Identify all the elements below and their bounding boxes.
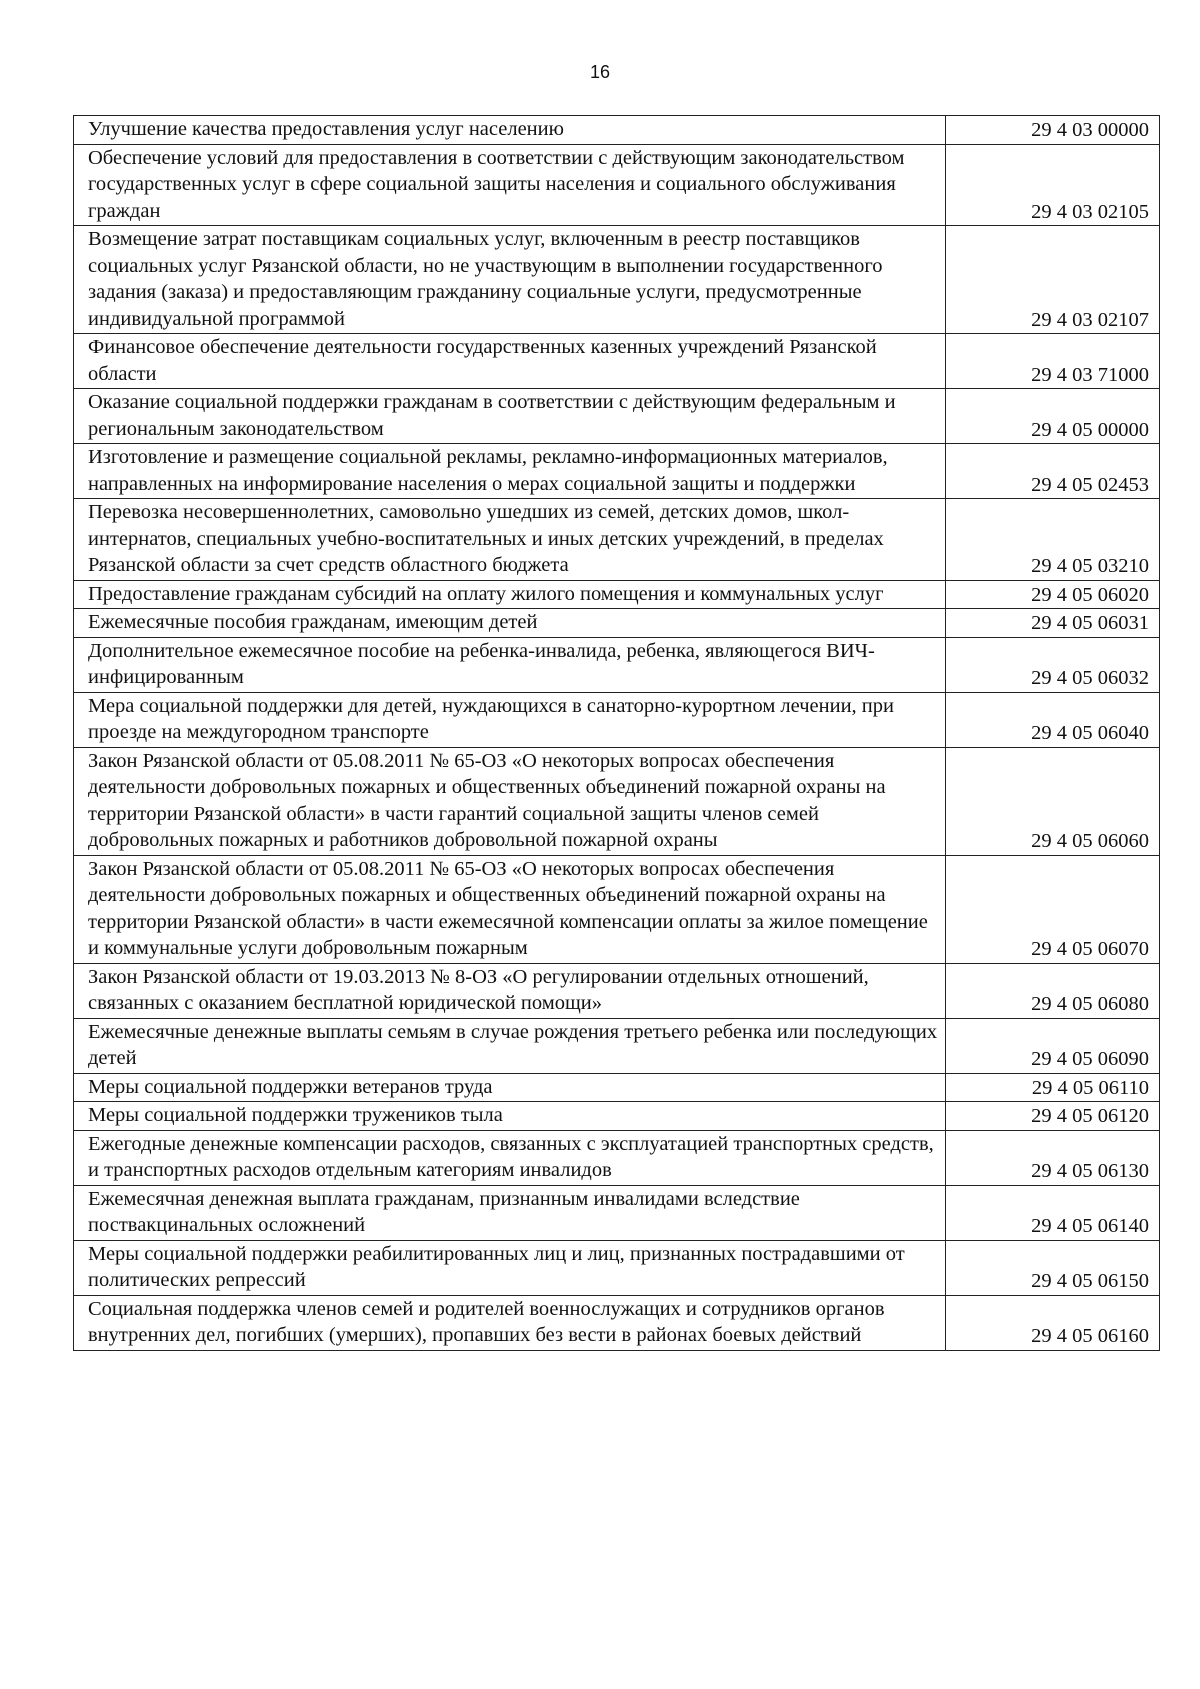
row-name: Меры социальной поддержки ветеранов труда: [74, 1073, 946, 1102]
row-name: Ежемесячные денежные выплаты семьям в случае рождения третьего ребенка или последующих детей: [74, 1018, 946, 1073]
table-row: [74, 580, 1160, 609]
row-name: Финансовое обеспечение деятельности государственных казенных учреждений Рязанской области: [74, 334, 946, 389]
row-name: Закон Рязанской области от 05.08.2011 № 65-ОЗ «О некоторых вопросах обеспечения деятельности добровольных пожарных и общественных объединений пожарной охраны на территории Рязанской области» в части ежемесячной компенсации оплаты за жилое помещение и коммунальные услуги добровольным пожарным: [74, 855, 946, 963]
row-name: Дополнительное ежемесячное пособие на ребенка-инвалида, ребенка, являющегося ВИЧ-инфицированным: [74, 637, 946, 692]
table-row: [74, 116, 1160, 145]
table-row: [74, 144, 1160, 226]
row-code: 29 4 05 06120: [946, 1102, 1160, 1131]
row-code: 29 4 05 06150: [946, 1240, 1160, 1295]
budget-codes-table: [73, 115, 1160, 1351]
table-row: [74, 747, 1160, 855]
table-row: [74, 444, 1160, 499]
table-row: [74, 1185, 1160, 1240]
table-row: [74, 963, 1160, 1018]
row-code: 29 4 05 06060: [946, 747, 1160, 855]
row-code: 29 4 03 02105: [946, 144, 1160, 226]
table-row: [74, 1073, 1160, 1102]
table-row: [74, 389, 1160, 444]
row-name: Оказание социальной поддержки гражданам в соответствии с действующим федеральным и региональным законодательством: [74, 389, 946, 444]
row-name: Изготовление и размещение социальной рекламы, рекламно-информационных материалов, направленных на информирование населения о мерах социальной защиты и поддержки: [74, 444, 946, 499]
row-code: 29 4 05 00000: [946, 389, 1160, 444]
row-name: Обеспечение условий для предоставления в соответствии с действующим законодательством государственных услуг в сфере социальной защиты населения и социального обслуживания граждан: [74, 144, 946, 226]
table-row: [74, 1295, 1160, 1350]
row-name: Перевозка несовершеннолетних, самовольно ушедших из семей, детских домов, школ-интернатов, специальных учебно-воспитательных и иных детских учреждений, в пределах Рязанской области за счет средств областного бюджета: [74, 499, 946, 581]
table-row: [74, 692, 1160, 747]
row-code: 29 4 05 03210: [946, 499, 1160, 581]
row-code: 29 4 05 06130: [946, 1130, 1160, 1185]
row-name: Социальная поддержка членов семей и родителей военнослужащих и сотрудников органов внутренних дел, погибших (умерших), пропавших без вести в районах боевых действий: [74, 1295, 946, 1350]
row-code: 29 4 05 06110: [946, 1073, 1160, 1102]
row-name: Ежегодные денежные компенсации расходов, связанных с эксплуатацией транспортных средств, и транспортных расходов отдельным категориям инвалидов: [74, 1130, 946, 1185]
row-name: Возмещение затрат поставщикам социальных услуг, включенным в реестр поставщиков социальных услуг Рязанской области, но не участвующим в выполнении государственного задания (заказа) и предоставляющим гражданину социальные услуги, предусмотренные индивидуальной программой: [74, 226, 946, 334]
row-code: 29 4 05 06031: [946, 609, 1160, 638]
row-code: 29 4 05 06090: [946, 1018, 1160, 1073]
row-name: Закон Рязанской области от 19.03.2013 № 8-ОЗ «О регулировании отдельных отношений, связанных с оказанием бесплатной юридической помощи»: [74, 963, 946, 1018]
table-row: [74, 855, 1160, 963]
table-row: [74, 609, 1160, 638]
table-row: [74, 226, 1160, 334]
table-row: [74, 1018, 1160, 1073]
table-row: [74, 1102, 1160, 1131]
table-row: [74, 334, 1160, 389]
row-code: 29 4 03 02107: [946, 226, 1160, 334]
row-code: 29 4 05 02453: [946, 444, 1160, 499]
table-row: [74, 1240, 1160, 1295]
row-code: 29 4 05 06020: [946, 580, 1160, 609]
row-code: 29 4 05 06032: [946, 637, 1160, 692]
row-code: 29 4 03 71000: [946, 334, 1160, 389]
row-name: Закон Рязанской области от 05.08.2011 № 65-ОЗ «О некоторых вопросах обеспечения деятельности добровольных пожарных и общественных объединений пожарной охраны на территории Рязанской области» в части гарантий социальной защиты членов семей добровольных пожарных и работников добровольной пожарной охраны: [74, 747, 946, 855]
table-body: [74, 116, 1160, 1351]
row-code: 29 4 05 06080: [946, 963, 1160, 1018]
row-name: Меры социальной поддержки тружеников тыла: [74, 1102, 946, 1131]
row-code: 29 4 03 00000: [946, 116, 1160, 145]
row-name: Ежемесячные пособия гражданам, имеющим детей: [74, 609, 946, 638]
row-name: Ежемесячная денежная выплата гражданам, признанным инвалидами вследствие поствакцинальных осложнений: [74, 1185, 946, 1240]
table-row: [74, 1130, 1160, 1185]
page-number: 16: [589, 62, 611, 82]
row-code: 29 4 05 06160: [946, 1295, 1160, 1350]
row-name: Улучшение качества предоставления услуг населению: [74, 116, 946, 145]
row-code: 29 4 05 06070: [946, 855, 1160, 963]
row-code: 29 4 05 06040: [946, 692, 1160, 747]
table-row: [74, 499, 1160, 581]
row-name: Предоставление гражданам субсидий на оплату жилого помещения и коммунальных услуг: [74, 580, 946, 609]
row-code: 29 4 05 06140: [946, 1185, 1160, 1240]
table-row: [74, 637, 1160, 692]
row-name: Меры социальной поддержки реабилитированных лиц и лиц, признанных пострадавшими от политических репрессий: [74, 1240, 946, 1295]
row-name: Мера социальной поддержки для детей, нуждающихся в санаторно-курортном лечении, при проезде на междугородном транспорте: [74, 692, 946, 747]
